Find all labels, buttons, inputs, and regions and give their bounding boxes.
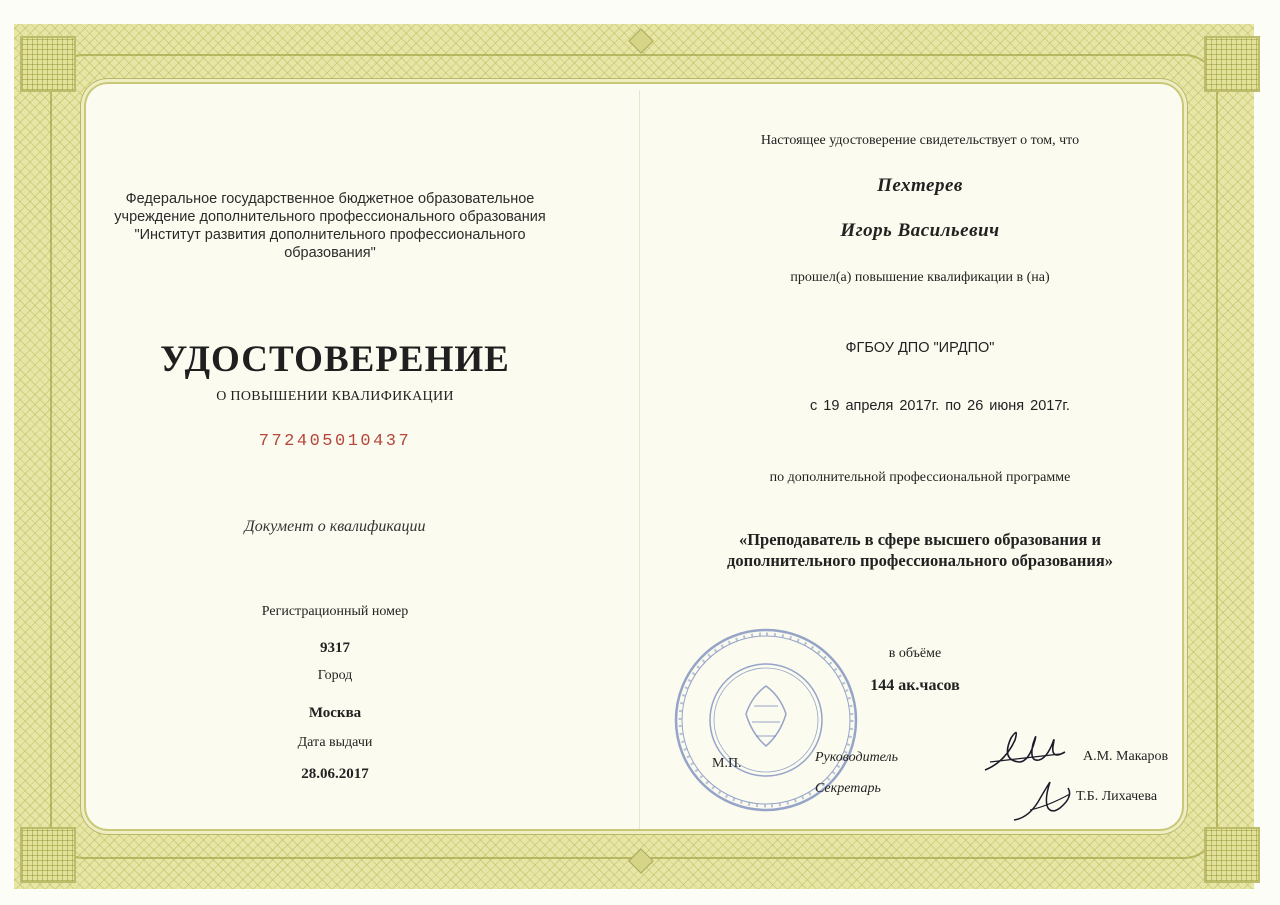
secretary-role: Секретарь xyxy=(815,781,881,796)
organization-name: Федеральное государственное бюджетное образовательное учреждение дополнительного профессионального образования "Институт развития дополнительного профессионального образования" xyxy=(114,191,546,261)
institution-name: ФГБОУ ДПО "ИРДПО" xyxy=(845,340,995,356)
issue-date-label: Дата выдачи xyxy=(297,735,373,750)
registration-number-label: Регистрационный номер xyxy=(261,604,409,619)
volume-value: 144 ак.часов xyxy=(870,677,960,694)
corner-ornament-top-right xyxy=(1204,36,1260,92)
training-period: с 19 апреля 2017г. по 26 июня 2017г. xyxy=(810,398,1070,414)
head-role: Руководитель xyxy=(815,750,899,765)
city-value: Москва xyxy=(308,705,362,721)
registration-number: 9317 xyxy=(320,640,350,656)
document-number: 772405010437 xyxy=(258,432,412,451)
city-label: Город xyxy=(317,668,353,683)
qualification-label: Документ о квалификации xyxy=(244,518,426,535)
corner-ornament-bottom-left xyxy=(20,827,76,883)
document-subtitle: О ПОВЫШЕНИИ КВАЛИФИКАЦИИ xyxy=(216,389,454,404)
intro-text: Настоящее удостоверение свидетельствует о том, что xyxy=(760,133,1080,148)
volume-label: в объёме xyxy=(888,646,942,661)
corner-ornament-bottom-right xyxy=(1204,827,1260,883)
stamp-mark-label: М.П. xyxy=(712,756,742,771)
program-name: «Преподаватель в сфере высшего образования и дополнительного профессионального образования» xyxy=(726,530,1114,570)
secretary-name: Т.Б. Лихачева xyxy=(1076,789,1158,804)
issue-date: 28.06.2017 xyxy=(301,766,369,782)
holder-name: Игорь Васильевич xyxy=(840,220,1000,241)
program-label: по дополнительной профессиональной программе xyxy=(769,470,1071,485)
holder-surname: Пехтерев xyxy=(877,175,963,196)
corner-ornament-top-left xyxy=(20,36,76,92)
document-title: УДОСТОВЕРЕНИЕ xyxy=(160,339,510,380)
head-signature xyxy=(980,720,1070,780)
passed-text: прошел(а) повышение квалификации в (на) xyxy=(790,270,1050,285)
head-name: А.М. Макаров xyxy=(1083,749,1169,764)
page-fold-line xyxy=(639,90,640,830)
